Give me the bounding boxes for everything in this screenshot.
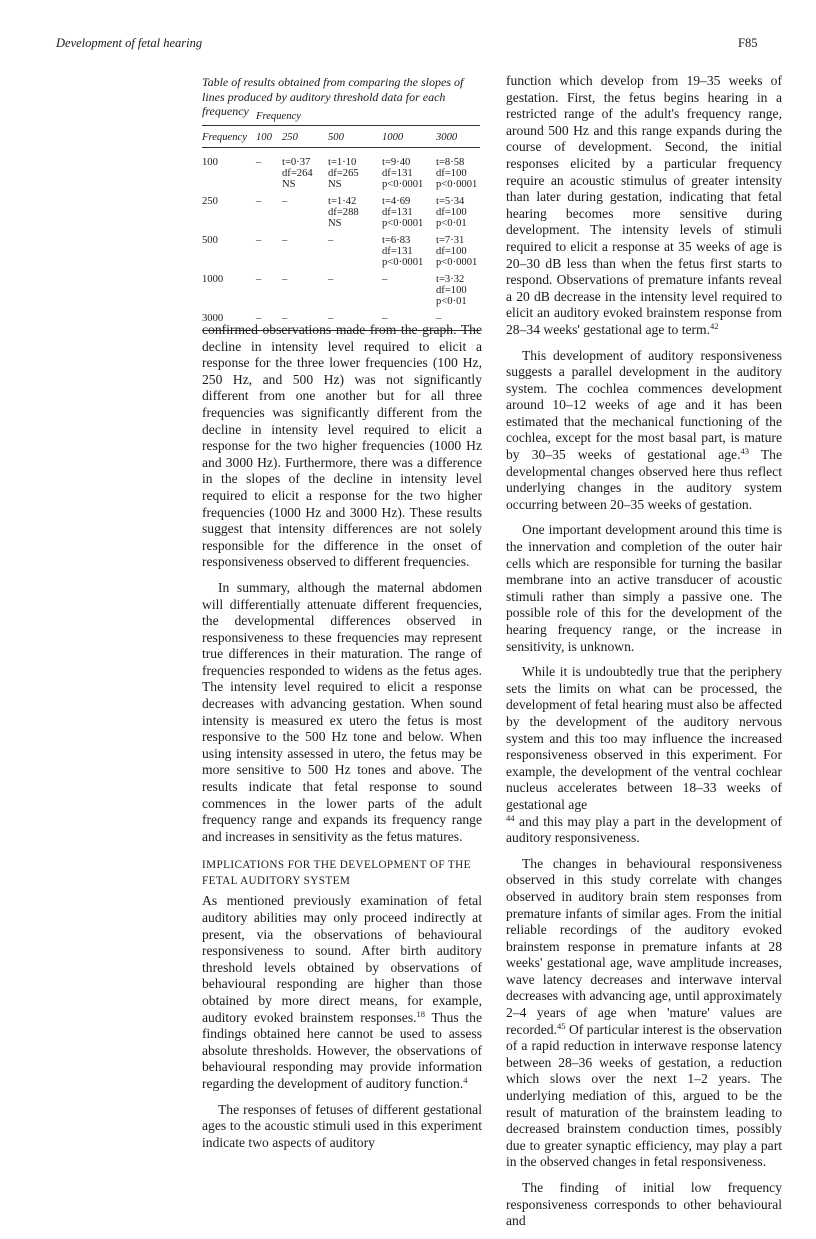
table-cell	[256, 229, 282, 268]
table-corner-spacer	[202, 109, 256, 126]
paragraph-text: function which develop from 19–35 weeks of gestation. First, the fetus begins hearing in a restricted range of the adult's frequency range, around 500 Hz and this range expands during the course of development. Second, the initial responses elicited by a particular frequency require an acoustic stimulus of greater intensity than later during gestation, indicating that fetal hearing becomes more sensitive during development. The intensity levels of stimuli required to elicit a response at 35 weeks of age is 20–30 dB less than when the fetus first starts to respond. Observations of premature infants reveal a 20 dB decrease in the intensity level required to elicit an auditory evoked brainstem response from 28–34 weeks' gestational age to term.	[506, 73, 782, 337]
table-cell-line: p<0·0001	[436, 179, 478, 190]
table-row-label: 3000	[202, 307, 256, 331]
table-cell-line: –	[256, 313, 262, 324]
table-cell-line: –	[282, 313, 288, 324]
table-cell	[328, 190, 382, 229]
table-cell	[436, 268, 480, 307]
table-row	[202, 148, 480, 191]
table-cell-line: NS	[328, 179, 342, 190]
table-column-header: 100	[256, 126, 282, 148]
paragraph-text: The developmental changes observed here thus reflect underlying changes in the auditory system occurring between 20–35 weeks of gestation.	[506, 447, 782, 512]
table-cell	[382, 190, 436, 229]
table-cell	[282, 148, 328, 191]
paragraph: The responses of fetuses of different gestational ages to the acoustic stimuli used in this experiment indicate two aspects of auditory	[202, 1101, 482, 1150]
table-cell-line: df=131	[382, 207, 413, 218]
paragraph: One important development around this time is the innervation and completion of the outer hair cells which are responsible for turning the basilar membrane into an active transducer of acoustic stimuli rather than simply a passive one. The possible role of this for the development of the hearing frequency range, or the increase in sensitivity, is unknown.	[506, 522, 782, 654]
table-cell-line: NS	[282, 179, 296, 190]
table-cell	[436, 190, 480, 229]
table-cell	[328, 229, 382, 268]
table-cell	[282, 268, 328, 307]
table-cell-line: df=131	[382, 168, 413, 179]
table-cell-line: p<0·0001	[382, 218, 424, 229]
table-cell-line: t=1·42	[328, 196, 357, 207]
table-column-header: 1000	[382, 126, 436, 148]
table-row	[202, 268, 480, 307]
table-cell-line: –	[256, 157, 262, 168]
reference-number: 42	[710, 320, 719, 331]
table-cell-line: –	[282, 235, 288, 246]
paragraph: While it is undoubtedly true that the periphery sets the limits on what can be processed, the development of fetal hearing must also be affected by the development of the auditory nervous system and this too may influence the increased responsiveness observed in this experiment. For example, the development of the ventral cochlear nucleus accelerates between 18–33 weeks of gestational age	[506, 664, 782, 812]
paragraph: confirmed observations made from the graph. The decline in intensity level required to elicit a response for the three lower frequencies (100 Hz, 250 Hz, and 500 Hz) was not significantly different from one another but for all three frequencies was significantly different from the decline in intensity level required to elicit a response for the two higher frequencies (1000 Hz and 3000 Hz). Furthermore, there was a difference in the slopes of the decline in intensity level required to elicit a response for the two higher frequencies (1000 Hz and 3000 Hz). These results suggest that intensity differences are not solely responsible for the difference in the onset of responsiveness observed to different frequencies.	[202, 322, 482, 570]
table-cell	[328, 148, 382, 191]
table-cell-line: df=100	[436, 207, 467, 218]
right-text-column	[506, 73, 782, 1239]
table-row-label: 250	[202, 196, 218, 207]
section-heading: IMPLICATIONS FOR THE DEVELOPMENT OF THE FETAL AUDITORY SYSTEM	[202, 859, 471, 888]
table-cell-line: p<0·01	[436, 296, 467, 307]
paragraph	[202, 893, 482, 1092]
table-cell-line: p<0·0001	[436, 257, 478, 268]
reference-number: 44	[506, 812, 515, 823]
table-cell-line: p<0·0001	[382, 179, 424, 190]
table-cell-line: t=1·10	[328, 157, 357, 168]
paragraph-text: and this may play a part in the development of auditory responsiveness.	[506, 813, 782, 846]
left-text-column	[202, 322, 482, 1160]
table-cell	[382, 148, 436, 191]
paragraph	[506, 856, 782, 1171]
paragraph	[506, 814, 782, 847]
table-cell	[436, 229, 480, 268]
table-cell-line: t=3·32	[436, 274, 465, 285]
table-cell-line: –	[282, 274, 288, 285]
table-caption: Table of results obtained from comparing the slopes of lines produced by auditory threshold data for each frequency	[202, 75, 464, 118]
table-cell-line: –	[328, 313, 334, 324]
table-cell	[328, 268, 382, 307]
table-cell	[282, 229, 328, 268]
table-cell-line: p<0·01	[436, 218, 467, 229]
table-body	[202, 148, 480, 331]
table-cell-line: –	[328, 274, 334, 285]
running-head: Development of fetal hearing	[56, 36, 203, 50]
table-cell-line: –	[256, 274, 262, 285]
table-cell-line: –	[328, 235, 334, 246]
table-cell-line: –	[256, 196, 262, 207]
table-cell-line: t=4·69	[382, 196, 411, 207]
table-cell-line: NS	[328, 218, 342, 229]
paragraph-text: This development of auditory responsiveness suggests a parallel development in the auditory system. The cochlea commences development around 10–12 weeks of age and it has been estimated that the mechanical functioning of the cochlea, except for the most basal part, is mature by 30–35 weeks of gestational age.	[506, 347, 782, 463]
table-corner-header: Frequency	[202, 126, 256, 148]
table-row	[202, 190, 480, 229]
table-cell	[382, 229, 436, 268]
table-column-header: 3000	[436, 126, 480, 148]
table-row-label: 1000	[202, 274, 224, 285]
table-column-header: 250	[282, 126, 328, 148]
paragraph-text: The changes in behavioural responsiveness observed in this study correlate with changes observed in auditory brain stem responses from premature infants of similar ages. From the initial reliable recordings of the auditory evoked brainstem response in premature infants at 28 weeks' gestational age, wave amplitude increases, wave latency decreases and interwave interval decreases with advancing age, until approximately 2–4 years of age when 'mature' values are recorded.	[506, 855, 782, 1037]
table-group-header: Frequency	[256, 109, 480, 126]
table-cell-line: –	[382, 313, 388, 324]
table-cell-line: –	[256, 235, 262, 246]
table-cell-line: –	[282, 196, 288, 207]
table-cell	[282, 190, 328, 229]
table-cell	[436, 148, 480, 191]
table-cell	[382, 268, 436, 307]
paragraph-text: As mentioned previously examination of fetal auditory abilities may only proceed indirectly at present, via the observations of behavioural responsiveness to sound. After birth auditory threshold levels obtained by observations of behavioural responding are higher than those obtained by more direct means, for example, auditory evoked brainstem responses.	[202, 893, 482, 1025]
table-cell-line: df=100	[436, 246, 467, 257]
table-cell-line: p<0·0001	[382, 257, 424, 268]
table-row-label: 100	[202, 157, 218, 168]
paragraph-text: Of particular interest is the observation of a rapid reduction in interwave response latency between 28–36 weeks of gestation, a reduction which slows over the next 1–2 years. The underlying mediation of this, argued to be the result of maturation of the brainstem leading to decreased brainstem conduction times, possibly due to greater synaptic efficiency, may play a part in the observed changes in fetal responsiveness.	[506, 1021, 782, 1170]
table-cell	[256, 268, 282, 307]
paragraph	[506, 348, 782, 514]
reference-number: 43	[740, 446, 749, 457]
paragraph: The finding of initial low frequency responsiveness corresponds to other behavioural and	[506, 1180, 782, 1229]
table-row	[202, 229, 480, 268]
table-cell-line: df=100	[436, 168, 467, 179]
table-cell-line: df=131	[382, 246, 413, 257]
table-cell-line: –	[436, 313, 442, 324]
table-column-header: 500	[328, 126, 382, 148]
table-cell-line: t=5·34	[436, 196, 465, 207]
table-cell-line: t=7·31	[436, 235, 465, 246]
table-cell	[256, 148, 282, 191]
table-row-label: 500	[202, 235, 218, 246]
table-cell-line: df=100	[436, 285, 467, 296]
table-cell-line: t=6·83	[382, 235, 411, 246]
reference-number: 45	[556, 1020, 566, 1031]
table-cell-line: t=9·40	[382, 157, 411, 168]
paragraph: In summary, although the maternal abdomen will differentially attenuate different frequencies, the developmental differences observed in responsiveness to these frequencies may represent true differences in their maturation. The range of frequencies responded to widens as the fetus ages. The intensity level required to elicit a response decreases with advancing gestation. When sound intensity is measured ex utero the fetus is most responsive to the 500 Hz tone and below. When using intensity assessed in utero, the fetus may be more sensitive to 500 Hz tones and above. The results indicate that fetal response to sound commences in the lower parts of the adult frequency range and expands its frequency range and increases in sensitivity as the fetus matures.	[202, 579, 482, 844]
paragraph-text: Thus the findings obtained here cannot be used to assess absolute thresholds. However, the observations of behavioural responding may provide information regarding the development of auditory function.	[202, 1009, 482, 1091]
table-cell-line: –	[382, 274, 388, 285]
reference-number: 18	[416, 1008, 426, 1019]
paragraph	[506, 73, 782, 339]
page-number: F85	[738, 36, 758, 50]
table-cell-line: t=0·37	[282, 157, 311, 168]
table-column-headers	[202, 126, 480, 148]
results-table	[202, 109, 480, 331]
table-cell-line: df=264	[282, 168, 313, 179]
table-cell-line: t=8·58	[436, 157, 465, 168]
table-cell-line: df=265	[328, 168, 359, 179]
table-cell-line: df=288	[328, 207, 359, 218]
table-cell	[256, 190, 282, 229]
reference-number: 4	[463, 1074, 468, 1085]
